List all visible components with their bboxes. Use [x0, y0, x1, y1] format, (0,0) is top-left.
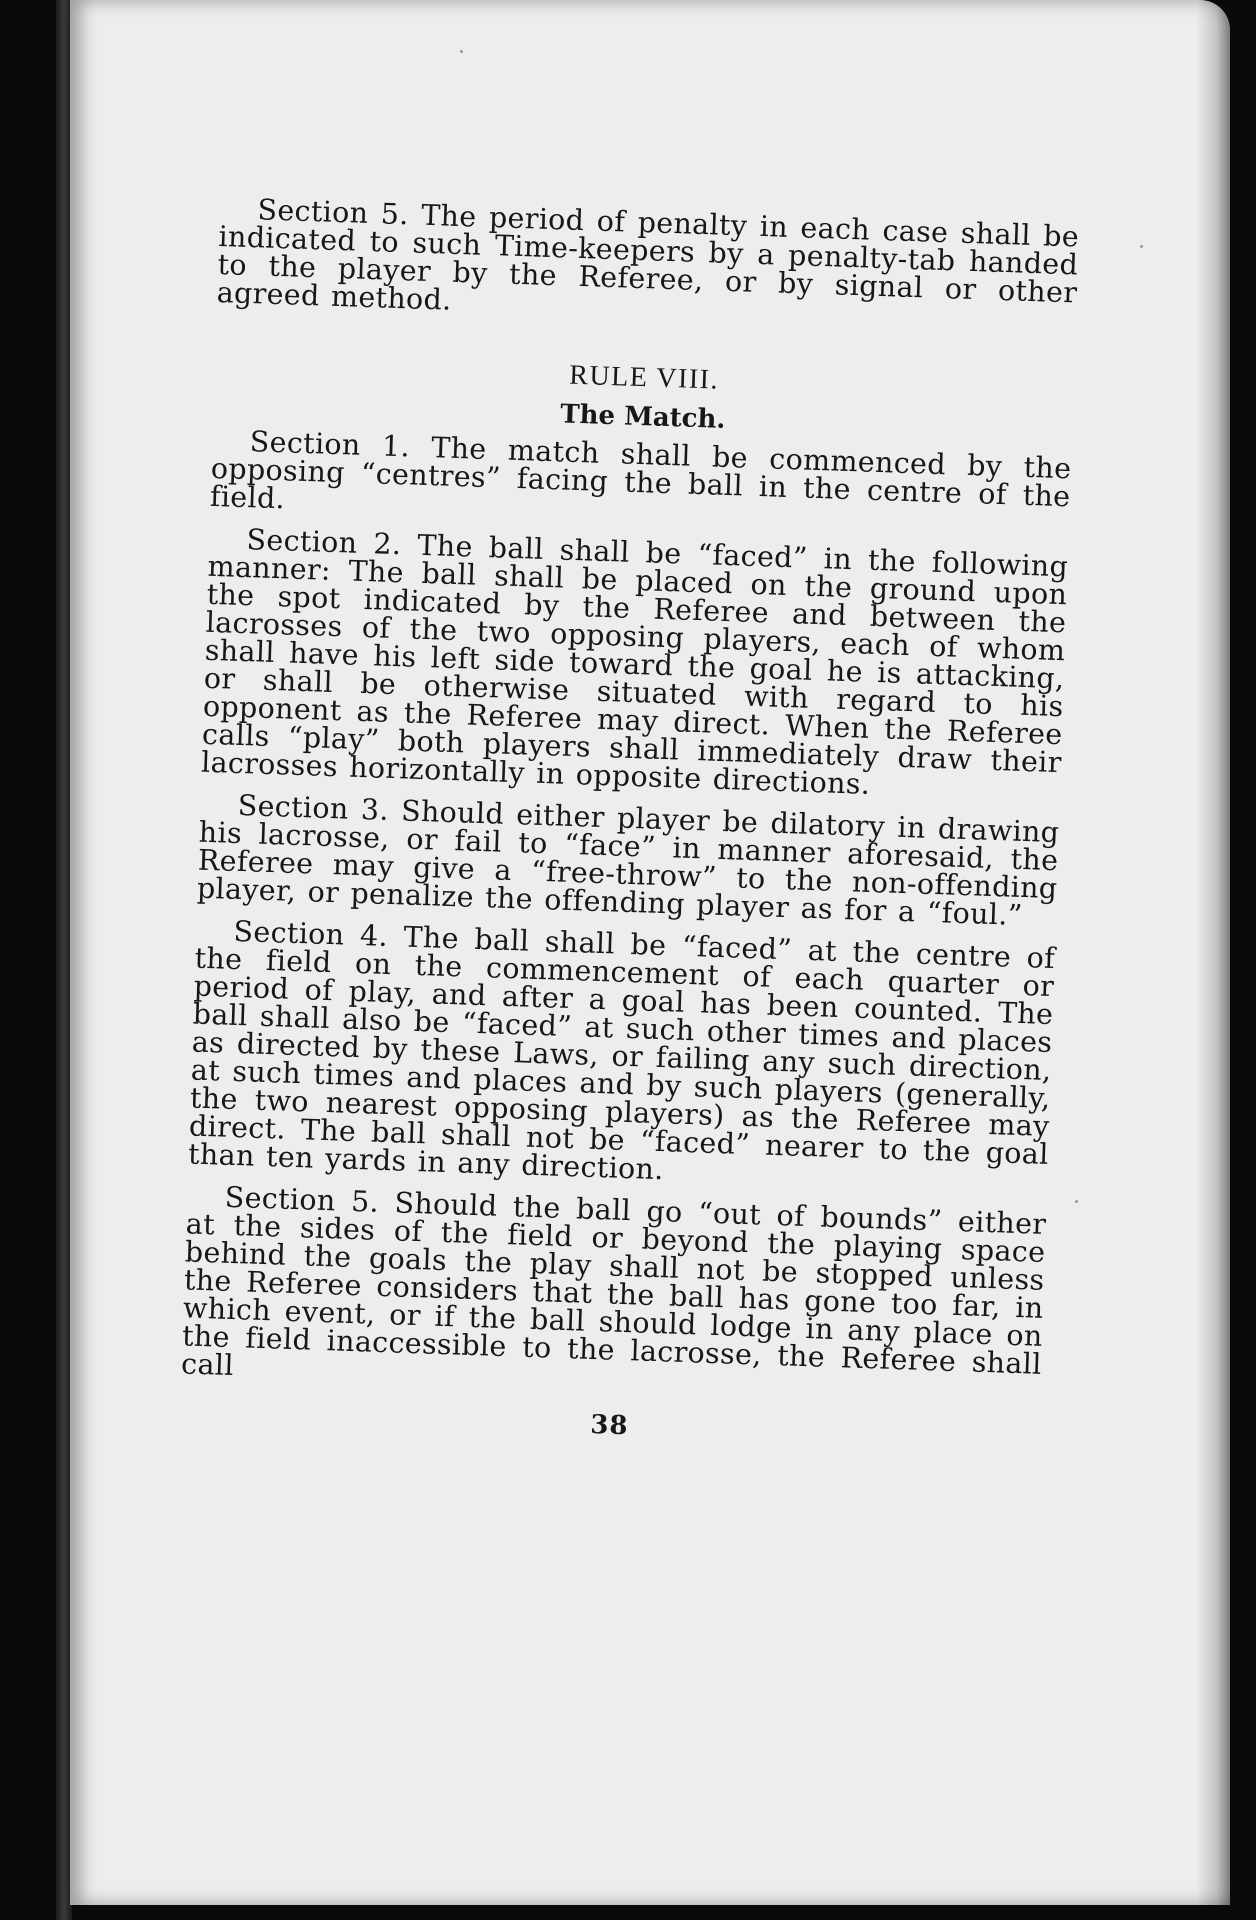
- paper-speck: [1075, 1200, 1078, 1203]
- section-5-penalty-paragraph: Section 5. The period of penalty in each case shall be indicated to such Time-keepers by a penalty-tab handed to the player by the Referee, or by signal or other agreed method.: [216, 193, 1080, 317]
- rule-subheading: The Match.: [559, 399, 726, 435]
- section-2-paragraph: Section 2. The ball shall be “faced” in the following manner: The ball shall be placed on the ground upon the spot indicated by the Referee and between the lacrosses of the two opposing players, each of whom shall have his left side toward the goal he is attacking, or shall be otherwise situated with regard to his opponent as the Referee may direct. When the Referee calls “play” both players shall immediately draw their lacrosses horizontally in opposite directions.: [200, 523, 1069, 801]
- paper-speck: [1140, 245, 1143, 248]
- section-4-paragraph: Section 4. The ball shall be “faced” at the centre of the field on the commencement of each quarter or period of play, and after a goal has been counted. The ball shall also be “faced” at such other times and places as directed by these Laws, or failing any such direction, at such times and places and by such players (generally, the two nearest opposing players) as the Referee may direct. The ball shall not be “faced” nearer to the goal than ten yards in any direction.: [187, 914, 1056, 1187]
- rule-heading: RULE VIII.: [568, 359, 720, 396]
- page-edge-shadow: [1196, 0, 1230, 1905]
- paper-speck: [460, 50, 463, 53]
- section-1-paragraph: Section 1. The match shall be commenced by the opposing “centres” facing the ball in the centre of the field.: [209, 425, 1072, 516]
- section-3-paragraph: Section 3. Should either player be dilatory in drawing his lacrosse, or fail to “face” in manner aforesaid, the Referee may give a “free-throw” to the non-offending player, or penalize the offending player as for a “foul.”: [196, 788, 1060, 932]
- page-number: 38: [589, 1409, 629, 1442]
- page-text-block: [179, 195, 1079, 1455]
- section-5-out-of-bounds-paragraph: Section 5. Should the ball go “out of bounds” either at the sides of the field or beyond the playing space behind the goals the play shall not be stopped unless the Referee considers that the ball has gone too far, in which event, or if the ball should lodge in any place on the field inaccessible to the lacrosse, the Referee shall call: [180, 1180, 1047, 1383]
